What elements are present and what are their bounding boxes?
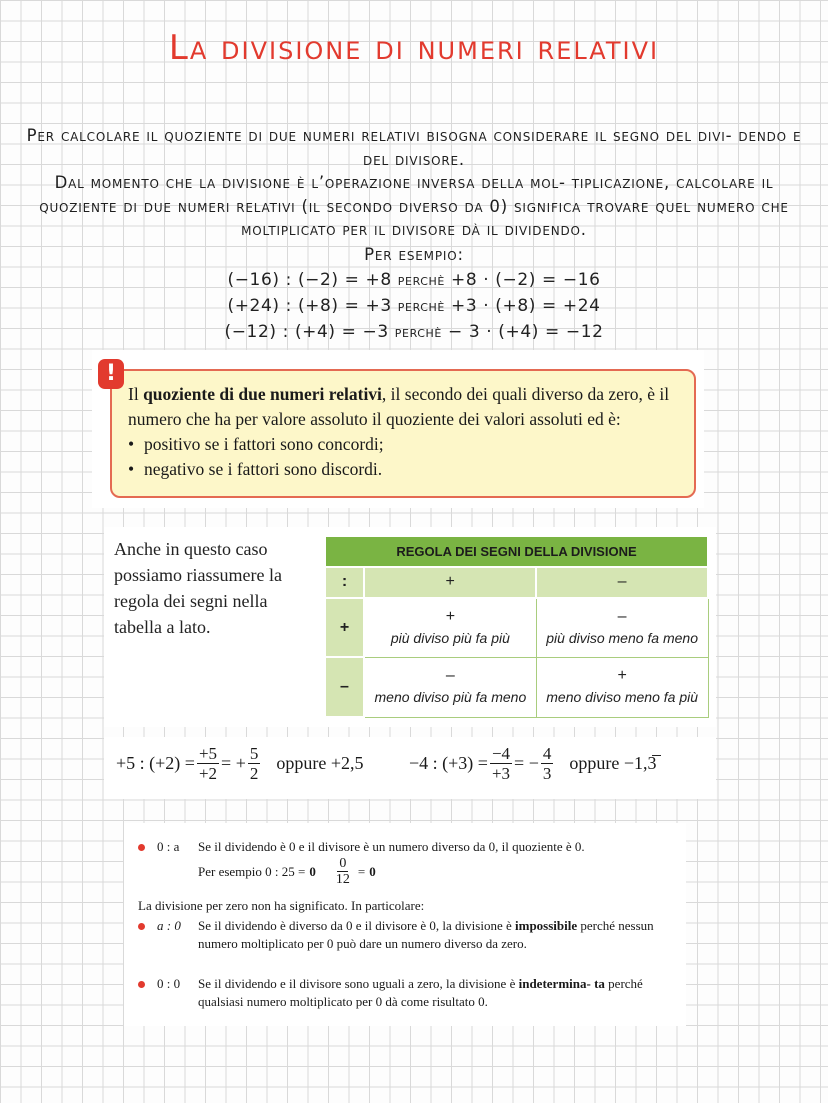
example-right: +8 · (−2) = −16 xyxy=(451,269,601,290)
note-example-eq: = xyxy=(357,863,366,879)
cell-sign: + xyxy=(617,667,627,685)
note-text-pre: Se il dividendo e il divisore sono uguali a zero, la divisione è xyxy=(198,976,516,991)
fraction-example-b xyxy=(409,744,657,783)
example-line xyxy=(0,293,828,319)
note-key: 0 : a xyxy=(157,839,180,854)
fraction xyxy=(197,744,219,783)
note-example-pre: Per esempio 0 : 25 = xyxy=(198,863,306,879)
note-text-line: Se il dividendo è 0 e il divisore è un numero diverso da 0, il quoziente è 0. xyxy=(198,839,585,854)
table-cell xyxy=(364,657,536,717)
fraction-alt: oppure −1,3̅ xyxy=(569,753,657,773)
note-key: 0 : 0 xyxy=(157,976,181,991)
examples-label: Per esempio: xyxy=(364,245,464,264)
fraction-denominator: +3 xyxy=(491,764,511,783)
note-key: a : 0 xyxy=(157,918,181,933)
bullet-dot-icon xyxy=(138,923,145,930)
fraction-numerator: −4 xyxy=(491,744,511,763)
note-text-bold: impossibile xyxy=(515,918,578,933)
table-row xyxy=(325,598,708,658)
page-title: La divisione di numeri relativi xyxy=(168,28,660,68)
fraction-denominator: 3 xyxy=(542,764,552,783)
note-text-bold: indetermina- xyxy=(518,976,591,991)
example-left: (−16) : (−2) = +8 xyxy=(227,269,392,290)
rule-bullet: • positivo se i fattori sono concordi; xyxy=(128,432,680,457)
fraction-alt: oppure +2,5 xyxy=(276,753,364,773)
rule-bold: quoziente di due numeri relativi xyxy=(143,384,382,404)
rule-post: , il secondo dei quali diverso da zero, è il numero che ha per valore assoluto il quoziente dei valori assoluti ed è: xyxy=(128,384,670,429)
fraction-numerator: 0 xyxy=(339,856,347,871)
rule-bullet: • negativo se i fattori sono discordi. xyxy=(128,457,680,482)
bullet-dot-icon xyxy=(138,844,145,851)
cell-text: meno diviso più fa meno xyxy=(374,689,527,706)
sign-rule-section xyxy=(104,527,716,727)
fraction-denominator: +2 xyxy=(198,764,218,783)
intro-line-2: Dal momento che la divisione è l’operazione inversa della mol- tiplicazione, calcolare il quoziente di due numeri relativi (il secondo diverso da 0) significa trovare quel numero che moltiplicato per il divisore dà il dividendo. xyxy=(39,173,789,239)
fraction-numerator: +5 xyxy=(198,744,218,763)
intro-line-1: Per calcolare il quoziente di due numeri relativi bisogna considerare il segno del divi- dendo e del divisore. xyxy=(26,126,802,169)
cell-sign: + xyxy=(445,607,456,625)
fraction-denominator: 2 xyxy=(249,764,259,783)
side-text: Anche in questo caso possiamo riassumere la regola dei segni nella tabella a lato. xyxy=(114,539,282,637)
note-example-res: 0 xyxy=(369,863,376,879)
fraction-numerator: 4 xyxy=(542,744,552,763)
table-col-header: + xyxy=(364,567,536,598)
bullet-dot-icon xyxy=(138,981,145,988)
table-col-header: – xyxy=(536,567,708,598)
fraction-example-a xyxy=(116,744,364,783)
notes-box xyxy=(124,823,686,1026)
rule-pre: Il xyxy=(128,384,139,404)
fraction-denominator: 12 xyxy=(335,872,350,887)
note-text-post: perché nessun numero moltiplicato per 0 può dare un numero diverso da zero. xyxy=(198,918,654,951)
example-left: (−12) : (+4) = −3 xyxy=(224,321,389,342)
example-line xyxy=(0,267,828,293)
cell-text: più diviso più fa più xyxy=(390,629,510,646)
note-text xyxy=(198,975,678,1011)
table-row-header: + xyxy=(325,598,364,658)
rule-section xyxy=(92,350,704,508)
exclamation-icon: ! xyxy=(98,359,124,389)
example-right: − 3 · (+4) = −12 xyxy=(448,321,604,342)
example-because: perchè xyxy=(397,295,445,315)
fraction xyxy=(248,744,261,783)
fraction-examples xyxy=(104,737,716,799)
note-example-val: 0 xyxy=(309,863,316,879)
example-because: perchè xyxy=(394,321,442,341)
note-text-bold: ta xyxy=(594,976,605,991)
cell-text: più diviso meno fa meno xyxy=(546,629,699,646)
rule-box xyxy=(110,369,696,498)
note-text-post: perché qualsiasi numero moltiplicato per 0 dà come risultato 0. xyxy=(198,976,643,1009)
cell-sign: – xyxy=(445,667,455,685)
note-text xyxy=(198,917,678,953)
table-cell xyxy=(364,598,536,658)
example-line xyxy=(0,319,828,345)
example-because: perchè xyxy=(397,269,445,289)
example-left: (+24) : (+8) = +3 xyxy=(227,295,392,316)
note-text xyxy=(198,838,678,887)
fraction-lhs: +5 : (+2) = xyxy=(116,753,195,773)
examples xyxy=(0,243,828,345)
cell-text: meno diviso meno fa più xyxy=(546,689,699,706)
rule-bullets xyxy=(128,432,680,482)
sign-rule-table xyxy=(324,535,709,718)
fraction xyxy=(490,744,512,783)
note-text-pre: Se il dividendo è diverso da 0 e il divisore è 0, la divisione è xyxy=(198,918,512,933)
table-row-header: – xyxy=(325,657,364,717)
table-title: REGOLA DEI SEGNI DELLA DIVISIONE xyxy=(325,536,708,567)
intro-text xyxy=(20,124,808,242)
fraction-lhs: −4 : (+3) = xyxy=(409,753,488,773)
example-right: +3 · (+8) = +24 xyxy=(451,295,601,316)
fraction-eq: = − xyxy=(514,753,539,773)
table-cell xyxy=(536,598,708,658)
fraction xyxy=(334,856,352,887)
table-cell xyxy=(536,657,708,717)
note-example xyxy=(198,856,678,887)
fraction-eq: = + xyxy=(221,753,246,773)
cell-sign: – xyxy=(617,607,627,625)
fraction xyxy=(541,744,554,783)
fraction-numerator: 5 xyxy=(249,744,259,763)
note-middle: La divisione per zero non ha significato. In particolare: xyxy=(138,898,425,913)
table-corner: : xyxy=(325,567,364,598)
table-row xyxy=(325,657,708,717)
